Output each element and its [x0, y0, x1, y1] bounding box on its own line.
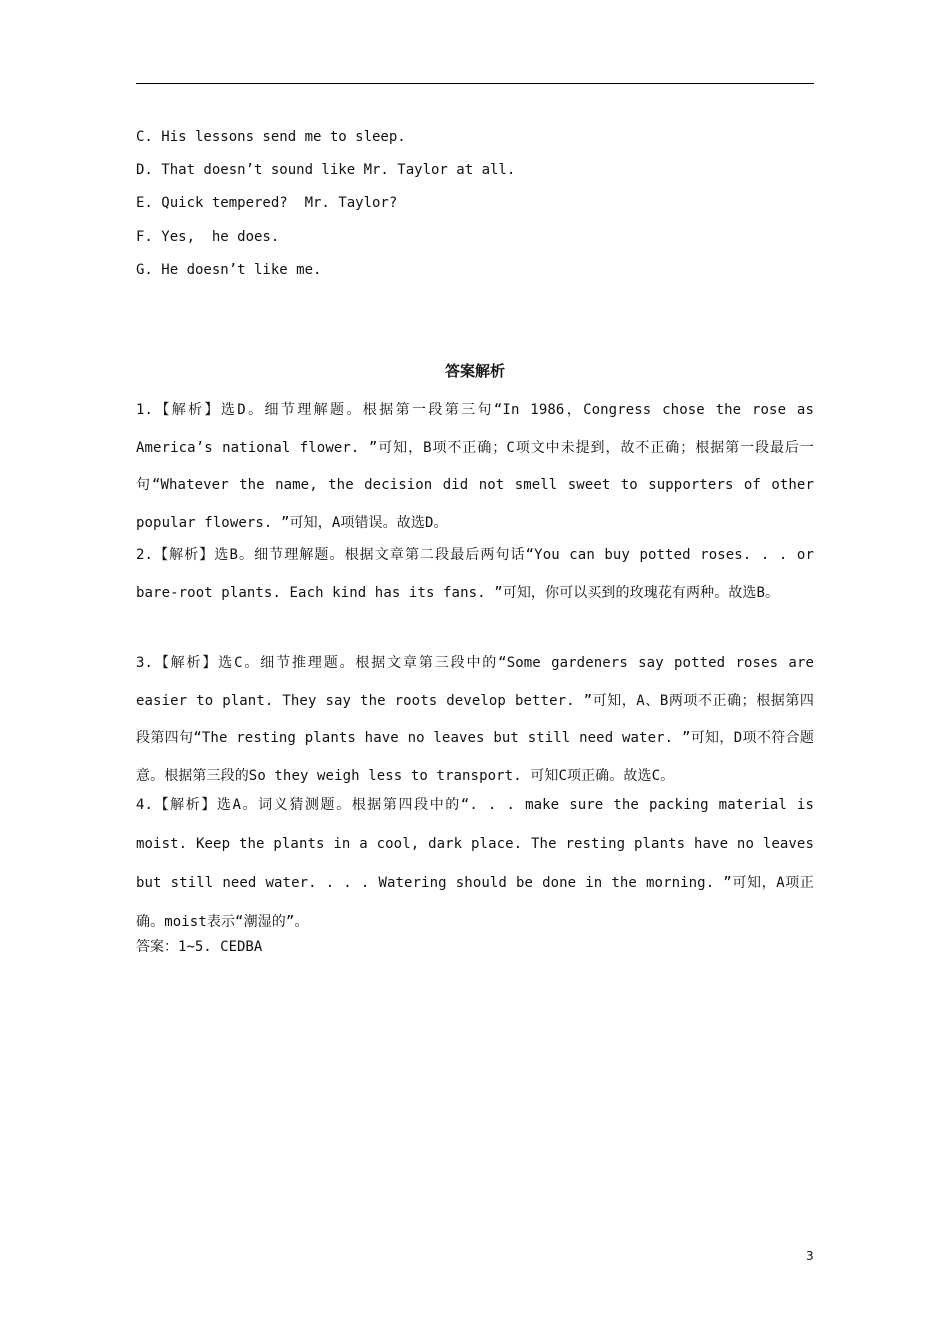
- section-heading: 答案解析: [444, 362, 505, 380]
- option-f: F. Yes, he does.: [136, 229, 280, 245]
- option-d: D. That doesn’t sound like Mr. Taylor at all.: [136, 162, 516, 178]
- explanation-2: 2.【解析】选B。细节理解题。根据文章第二段最后两句话“You can buy potted roses. . . or bare-root plants. Each kind has its fans. ”可知，你可以买到的玫瑰花有两种。故选B。: [136, 547, 814, 601]
- explanation-1: 1.【解析】选D。细节理解题。根据第一段第三句“In 1986，Congress chose the rose as America’s national flower. ”可知，B项不正确；C项文中未提到，故不正确；根据第一段最后一句“Whatever the name, the decision did not smell sweet to supporters of other popular flowers. ”可知，A项错误。故选D。: [136, 402, 814, 531]
- header-rule: [136, 83, 814, 84]
- explanation-3: 3.【解析】选C。细节推理题。根据文章第三段中的“Some gardeners say potted roses are easier to plant. They say the roots develop better. ”可知，A、B两项不正确；根据第四段第四句“The resting plants have no leaves but still need water. ”可知，D项不符合题意。根据第三段的So they weigh less to transport. 可知C项正确。故选C。: [136, 655, 814, 784]
- option-g: G. He doesn’t like me.: [136, 262, 322, 278]
- page-number: 3: [806, 1249, 814, 1263]
- option-c: C. His lessons send me to sleep.: [136, 129, 406, 145]
- explanation-4: 4.【解析】选A。词义猜测题。根据第四段中的“. . . make sure the packing material is moist. Keep the plants in a cool, dark place. The resting plants have no leaves but still need water. . . . Watering should be done in the morning. ”可知，A项正确。moist表示“潮湿的”。: [136, 797, 814, 930]
- option-e: E. Quick tempered? Mr. Taylor?: [136, 195, 398, 211]
- answer-key: 答案：1~5. CEDBA: [136, 939, 263, 955]
